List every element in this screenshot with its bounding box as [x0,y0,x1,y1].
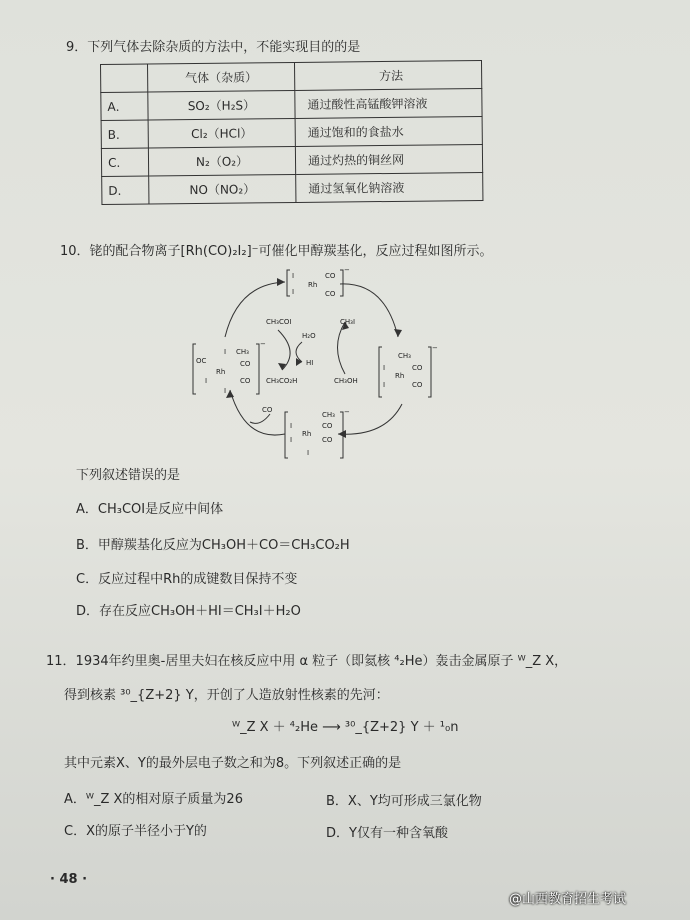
ligand-co: CO [322,436,333,444]
ligand-i: I [224,387,227,395]
q10-stem: 10．铑的配合物离子[Rh(CO)₂I₂]⁻可催化甲醇羰基化，反应过程如图所示。 [60,244,493,259]
row-label: B． [101,120,148,148]
row-gas: N₂（O₂） [148,146,295,176]
table-header-cell [101,64,148,92]
q11-option-d: D．Y仅有一种含氧酸 [326,826,448,841]
co-entry-arrow [250,414,270,423]
row-method: 通过饱和的食盐水 [295,117,482,147]
ligand-co: CO [325,290,336,298]
charge: − [432,344,438,352]
row-label: D． [102,176,149,204]
species-ch3co2h: CH₃CO₂H [266,377,298,385]
page-number: · 48 · [50,872,88,887]
species-ch3i: CH₃I [340,318,356,326]
table-row [101,117,482,149]
ligand-co: CO [240,377,251,385]
ligand-i: I [307,449,310,457]
table-row [101,145,482,177]
charge: − [260,340,266,348]
metal-rh: Rh [302,430,312,438]
ligand-acyl: CH₃ [236,348,249,356]
table-row [102,172,483,204]
q11-option-c: C．X的原子半径小于Y的 [64,824,207,839]
ligand-i: I [224,348,227,356]
ligand-co: CO [412,364,423,372]
table-header-row [101,61,482,93]
metal-rh: Rh [216,368,226,376]
ligand-acyl: CH₃ [322,411,335,419]
ligand-i: I [383,381,386,389]
row-gas: NO（NO₂） [149,174,296,204]
table-row [101,89,482,121]
cycle-arrow-bottom-left [230,390,285,435]
cycle-arrow-top-left [225,282,285,337]
row-method: 通过氢氧化钠溶液 [296,172,483,202]
q11-option-b: B．X、Y均可形成三氯化物 [326,794,482,809]
species-hi: HI [306,359,314,367]
complex-top [287,266,350,298]
q11-option-a: A．ᵂ_Z X的相对原子质量为26 [64,792,243,807]
metal-rh: Rh [395,372,405,380]
catalytic-cycle-diagram [190,262,440,462]
q9-table [100,60,483,205]
ligand-i: I [292,288,295,296]
table-header-cell: 方法 [294,61,481,91]
ligand-i: I [383,364,386,372]
ligand-i: I [290,422,293,430]
q10-option-c: C．反应过程中Rh的成键数目保持不变 [76,572,298,587]
inner-arrow-right [338,322,346,374]
ligand-co: CO [325,272,336,280]
table-header-cell: 气体（杂质） [148,62,295,92]
complex-right [379,344,438,397]
q11-line1: 11．1934年约里奥-居里夫妇在核反应中用 α 粒子（即氦核 ⁴₂He）轰击金属原子 ᵂ_Z X， [46,654,568,669]
q11-equation: ᵂ_Z X ＋ ⁴₂He ⟶ ³⁰_{Z+2} Y ＋ ¹₀n [232,720,459,735]
row-method: 通过酸性高锰酸钾溶液 [295,89,482,119]
row-gas: Cl₂（HCl） [148,118,295,148]
complex-left [193,340,266,395]
charge: − [344,266,350,274]
ligand-i: I [292,272,295,280]
cycle-arrow-top-right [340,284,398,337]
species-ch3oh: CH₃OH [334,377,358,385]
row-method: 通过灼热的铜丝网 [295,145,482,175]
species-h2o: H₂O [302,332,316,340]
metal-rh: Rh [308,281,318,289]
ligand-i: I [290,436,293,444]
ligand-oc: OC [196,357,207,365]
q11-line3: 其中元素X、Y的最外层电子数之和为8。下列叙述正确的是 [64,756,402,771]
ligand-co: CO [412,381,423,389]
watermark: @山西教育招生考试 [509,892,627,907]
q10-option-d: D．存在反应CH₃OH＋HI＝CH₃I＋H₂O [76,604,301,619]
q9-stem: 9．下列气体去除杂质的方法中，不能实现目的的是 [66,40,361,55]
row-label: C． [101,148,148,176]
row-label: A． [101,92,148,120]
species-co: CO [262,406,273,414]
row-gas: SO₂（H₂S） [148,90,295,120]
ligand-i: I [205,377,208,385]
ligand-co: CO [240,360,251,368]
q10-prompt: 下列叙述错误的是 [76,468,181,483]
ligand-ch3: CH₃ [398,352,411,360]
q10-option-a: A．CH₃COI是反应中间体 [76,502,224,517]
q10-option-b: B．甲醇羰基化反应为CH₃OH＋CO＝CH₃CO₂H [76,538,350,553]
charge: − [344,408,350,416]
ligand-co: CO [322,422,333,430]
species-ch3coi: CH₃COI [266,318,292,326]
q11-line2: 得到核素 ³⁰_{Z+2} Y，开创了人造放射性核素的先河： [64,688,389,703]
